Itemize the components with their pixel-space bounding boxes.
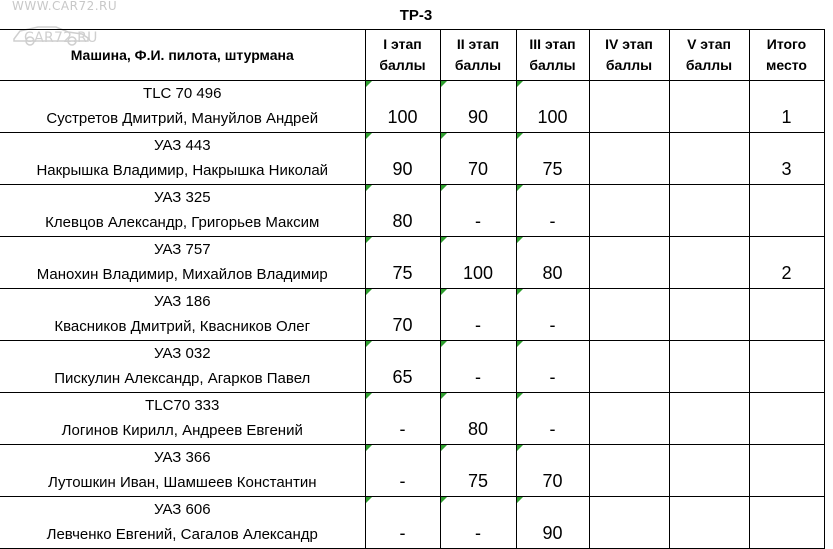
- stage-3-score: [516, 237, 589, 289]
- crew-names: Клевцов Александр, Григорьев Максим: [45, 214, 320, 231]
- stage-2-score: [440, 341, 516, 393]
- comment-marker-icon: [366, 133, 372, 139]
- comment-marker-icon: [366, 393, 372, 399]
- score-value: -: [549, 367, 556, 387]
- score-value: -: [549, 211, 556, 231]
- comment-marker-icon: [517, 289, 523, 295]
- stage-1-score: [365, 393, 440, 445]
- score-value: [670, 546, 749, 548]
- comment-marker-icon: [366, 81, 372, 87]
- score-value: -: [475, 367, 481, 387]
- score-value: -: [549, 419, 556, 439]
- comment-marker-icon: [366, 237, 372, 243]
- stage-1-score: [365, 289, 440, 341]
- score-value: 75: [467, 471, 489, 491]
- place-cell: [749, 445, 824, 497]
- comment-marker-icon: [517, 341, 523, 347]
- crew-names: Левченко Евгений, Сагалов Александр: [46, 526, 318, 543]
- score-value: [590, 546, 669, 548]
- score-value: 100: [537, 107, 568, 127]
- stage-3-score: [516, 185, 589, 237]
- watermark-logo: CAR72.RU: [24, 30, 98, 46]
- comment-marker-icon: [441, 237, 447, 243]
- stage-4-score: [589, 133, 669, 185]
- crew-cell: [0, 133, 365, 185]
- stage-3-header: III этап баллы: [516, 30, 589, 81]
- stage-4-score: [589, 81, 669, 133]
- stage-3-score: [516, 393, 589, 445]
- stage-5-score: [669, 497, 749, 549]
- crew-names: Сустретов Дмитрий, Мануйлов Андрей: [46, 110, 319, 127]
- stage-2-score: [440, 497, 516, 549]
- header-row: [0, 30, 824, 81]
- stage-2-score: [440, 445, 516, 497]
- score-value: 65: [392, 367, 413, 387]
- score-value: 90: [467, 107, 489, 127]
- stage-5-score: [669, 237, 749, 289]
- stage-3-score: [516, 497, 589, 549]
- stage-2-score: [440, 289, 516, 341]
- score-value: 100: [462, 263, 494, 283]
- stage-5-score: [669, 81, 749, 133]
- stage-5-score: [669, 133, 749, 185]
- score-value: -: [475, 523, 481, 543]
- score-value: 70: [542, 471, 563, 491]
- stage-2-score: [440, 393, 516, 445]
- score-value: 75: [542, 159, 563, 179]
- car-label: УАЗ 325: [153, 189, 211, 206]
- score-value: 3: [781, 159, 792, 179]
- car-label: TLC 70 496: [143, 85, 222, 102]
- comment-marker-icon: [517, 237, 523, 243]
- car-label: УАЗ 032: [153, 345, 211, 362]
- crew-cell: [0, 289, 365, 341]
- score-value: 80: [467, 419, 489, 439]
- stage-5-score: [669, 341, 749, 393]
- score-value: -: [399, 419, 406, 439]
- score-value: 80: [392, 211, 413, 231]
- car-label: УАЗ 186: [153, 293, 211, 310]
- stage-3-score: [516, 445, 589, 497]
- stage-3-score: [516, 81, 589, 133]
- table-row: [0, 289, 824, 341]
- table-row: [0, 185, 824, 237]
- comment-marker-icon: [517, 133, 523, 139]
- stage-4-score: [589, 497, 669, 549]
- crew-cell: [0, 393, 365, 445]
- stage-1-score: [365, 185, 440, 237]
- comment-marker-icon: [517, 81, 523, 87]
- stage-1-score: [365, 81, 440, 133]
- score-value: 1: [781, 107, 792, 127]
- score-value: 80: [542, 263, 563, 283]
- comment-marker-icon: [517, 185, 523, 191]
- place-cell: [749, 341, 824, 393]
- stage-1-score: [365, 497, 440, 549]
- stage-4-score: [589, 185, 669, 237]
- comment-marker-icon: [441, 185, 447, 191]
- table-row: [0, 341, 824, 393]
- stage-2-header: II этап баллы: [440, 30, 516, 81]
- stage-4-header: IV этап баллы: [589, 30, 669, 81]
- place-cell: [749, 497, 824, 549]
- score-value: 90: [392, 159, 413, 179]
- total-place-header: Итого место: [749, 30, 824, 81]
- crew-cell: [0, 497, 365, 549]
- place-cell: [749, 393, 824, 445]
- place-cell: [749, 185, 824, 237]
- car-label: УАЗ 757: [153, 241, 211, 258]
- stage-2-score: [440, 133, 516, 185]
- stage-2-score: [440, 237, 516, 289]
- car-label: УАЗ 606: [153, 501, 211, 518]
- score-value: 90: [542, 523, 563, 543]
- comment-marker-icon: [517, 393, 523, 399]
- stage-4-score: [589, 237, 669, 289]
- stage-4-score: [589, 445, 669, 497]
- results-table: [0, 29, 825, 549]
- comment-marker-icon: [441, 289, 447, 295]
- stage-4-score: [589, 289, 669, 341]
- place-cell: [749, 81, 824, 133]
- comment-marker-icon: [441, 445, 447, 451]
- stage-1-header: I этап баллы: [365, 30, 440, 81]
- crew-names: Пискулин Александр, Агарков Павел: [54, 370, 311, 387]
- crew-cell: [0, 185, 365, 237]
- score-value: -: [399, 471, 406, 491]
- stage-5-score: [669, 185, 749, 237]
- score-value: 70: [467, 159, 489, 179]
- crew-cell: [0, 341, 365, 393]
- score-value: -: [475, 211, 481, 231]
- table-row: [0, 133, 824, 185]
- table-row: [0, 393, 824, 445]
- stage-4-score: [589, 393, 669, 445]
- score-value: 2: [781, 263, 792, 283]
- stage-3-score: [516, 289, 589, 341]
- crew-names: Накрышка Владимир, Накрышка Николай: [36, 162, 329, 179]
- stage-5-score: [669, 289, 749, 341]
- stage-5-score: [669, 393, 749, 445]
- crew-names: Логинов Кирилл, Андреев Евгений: [61, 422, 303, 439]
- stage-3-score: [516, 133, 589, 185]
- score-value: -: [549, 315, 556, 335]
- table-row: [0, 237, 824, 289]
- comment-marker-icon: [441, 497, 447, 503]
- stage-1-score: [365, 341, 440, 393]
- stage-3-score: [516, 341, 589, 393]
- comment-marker-icon: [366, 445, 372, 451]
- comment-marker-icon: [366, 185, 372, 191]
- crew-cell: [0, 81, 365, 133]
- page-title: ТР-3: [399, 7, 433, 24]
- stage-1-score: [365, 445, 440, 497]
- score-value: -: [475, 315, 481, 335]
- comment-marker-icon: [517, 497, 523, 503]
- comment-marker-icon: [441, 133, 447, 139]
- score-value: 70: [392, 315, 413, 335]
- crew-cell: [0, 445, 365, 497]
- place-cell: [749, 133, 824, 185]
- stage-2-score: [440, 185, 516, 237]
- comment-marker-icon: [441, 341, 447, 347]
- place-cell: [749, 237, 824, 289]
- comment-marker-icon: [366, 289, 372, 295]
- crew-cell: [0, 237, 365, 289]
- place-cell: [749, 289, 824, 341]
- stage-5-score: [669, 445, 749, 497]
- comment-marker-icon: [366, 497, 372, 503]
- score-value: 75: [392, 263, 413, 283]
- table-row: [0, 445, 824, 497]
- car-label: УАЗ 366: [153, 449, 211, 466]
- car-label: TLC70 333: [145, 397, 220, 414]
- crew-names: Квасников Дмитрий, Квасников Олег: [54, 318, 311, 335]
- score-value: [750, 546, 824, 548]
- watermark-url: WWW.CAR72.RU: [12, 0, 118, 13]
- stage-5-header: V этап баллы: [669, 30, 749, 81]
- score-value: 100: [387, 107, 418, 127]
- stage-2-score: [440, 81, 516, 133]
- table-row: [0, 81, 824, 133]
- car-label: УАЗ 443: [153, 137, 211, 154]
- crew-names: Лутошкин Иван, Шамшеев Константин: [47, 474, 317, 491]
- score-value: -: [399, 523, 406, 543]
- table-row: [0, 497, 824, 549]
- comment-marker-icon: [517, 445, 523, 451]
- comment-marker-icon: [366, 341, 372, 347]
- comment-marker-icon: [441, 393, 447, 399]
- stage-1-score: [365, 237, 440, 289]
- stage-1-score: [365, 133, 440, 185]
- crew-names: Манохин Владимир, Михайлов Владимир: [36, 266, 328, 283]
- comment-marker-icon: [441, 81, 447, 87]
- name-column-header: Машина, Ф.И. пилота, штурмана: [0, 30, 365, 81]
- stage-4-score: [589, 341, 669, 393]
